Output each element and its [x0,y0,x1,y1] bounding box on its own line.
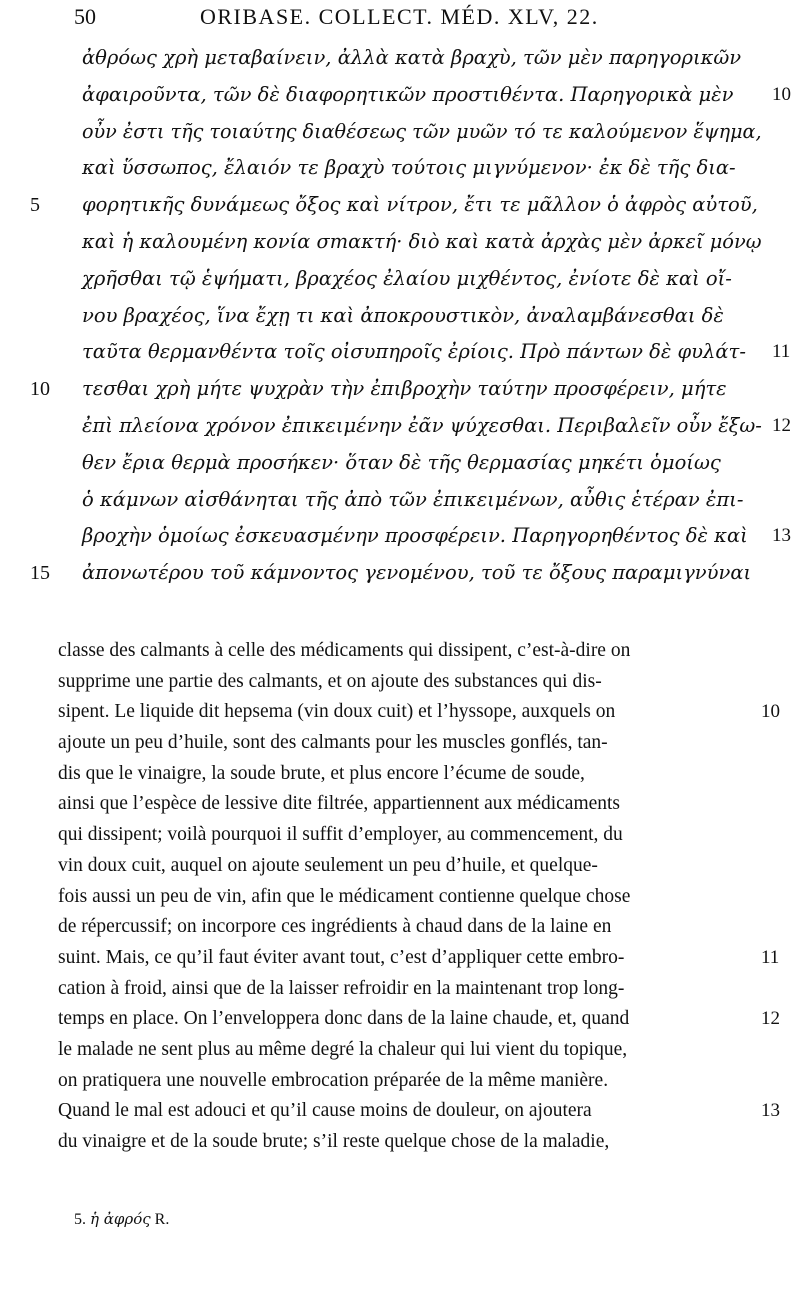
french-line-text: vin doux cuit, auquel on ajoute seulement un peu d’huile, et quelque- [58,854,598,876]
french-line [58,667,763,698]
line-number: 15 [30,562,50,585]
page-header [70,4,720,32]
greek-line [82,77,791,114]
french-line-text: ainsi que l’espèce de lessive dite filtrée, appartiennent aux médicaments [58,793,621,815]
line-number: 10 [30,378,50,401]
section-number: 12 [761,1008,780,1030]
greek-line [82,408,791,445]
french-line-text: de répercussif; on incorpore ces ingrédients à chaud dans de la laine en [58,916,612,938]
french-line [58,974,763,1005]
french-line-text: on pratiquera une nouvelle embrocation préparée de la même manière. [58,1069,609,1091]
french-line-text: fois aussi un peu de vin, afin que le médicament contienne quelque chose [58,885,631,907]
french-line-text: ajoute un peu d’huile, sont des calmants pour les muscles gonflés, tan- [58,732,608,754]
french-line [58,943,780,974]
section-number: 13 [761,1100,780,1122]
line-number: 5 [30,194,40,217]
french-line-text: du vinaigre et de la soude brute; s’il reste quelque chose de la maladie, [58,1131,610,1152]
section-number: 11 [761,946,780,968]
greek-line-text: ἀπονωτέρου τοῦ κάμνοντος γενομένου, τοῦ τε ὄξους παραμιγνύναι [82,561,752,585]
section-number: 13 [772,525,791,547]
french-line [58,1035,763,1066]
french-line-text: cation à froid, ainsi que de la laisser refroidir en la maintenant trop long- [58,977,625,999]
greek-line [82,114,767,151]
french-line [58,636,763,667]
greek-line [82,150,767,187]
french-line [58,789,763,820]
greek-text-block [30,40,791,592]
greek-line [82,334,791,371]
footnote [74,1210,169,1229]
section-number: 11 [772,341,791,363]
footnote-number: 5. [74,1211,86,1228]
page-number: 50 [74,4,96,29]
french-line-text: supprime une partie des calmants, et on ajoute des substances qui dis- [58,670,602,692]
french-line [58,851,763,882]
french-line-text: Quand le mal est adouci et qu’il cause moins de douleur, on ajoutera [58,1100,592,1122]
section-number: 12 [772,414,791,436]
greek-line-text: ταῦτα θερμανθέντα τοῖς οἰσυπηροῖς ἐρίοις. Πρὸ πάντων δὲ φυλάτ- [82,340,746,364]
french-line [58,728,763,759]
french-line [58,1066,763,1097]
french-line [58,882,763,913]
french-line [58,1004,780,1035]
greek-line [82,40,767,77]
footnote-siglum: R. [154,1211,170,1228]
french-line [58,697,780,728]
greek-line-text: ἐπὶ πλείονα χρόνον ἐπικειμένην ἐᾶν ψύχεσθαι. Περιβαλεῖν οὖν ἔξω- [82,413,762,437]
section-number: 10 [772,83,791,105]
french-line-text: le malade ne sent plus au même degré la chaleur qui lui vient du topique, [58,1038,628,1060]
greek-line-text: χρῆσθαι τῷ ἑψήματι, βραχέος ἐλαίου μιχθέντος, ἐνίοτε δὲ καὶ οἴ- [82,266,732,290]
french-line [58,912,763,943]
greek-line [30,555,767,592]
section-number: 10 [761,701,780,723]
greek-line [30,187,767,224]
french-line [58,759,763,790]
greek-line [82,518,791,555]
french-line-text: dis que le vinaigre, la soude brute, et plus encore l’écume de soude, [58,762,585,784]
french-line-text: sipent. Le liquide dit hepsema (vin doux cuit) et l’hyssope, auxquels on [58,701,616,723]
greek-line-text: οὖν ἐστι τῆς τοιαύτης διαθέσεως τῶν μυῶν τό τε καλούμενον ἕψημα, [82,119,762,143]
greek-line-text: θεν ἔρια θερμὰ προσήκεν· ὅταν δὲ τῆς θερμασίας μηκέτι ὁμοίως [82,450,721,474]
french-line [58,1096,780,1127]
greek-line [82,445,767,482]
greek-line-text: καὶ ὕσσωπος, ἔλαιόν τε βραχὺ τούτοις μιγνύμενον· ἐκ δὲ τῆς δια- [82,156,736,180]
greek-line-text: ἀφαιροῦντα, τῶν δὲ διαφορητικῶν προστιθέντα. Παρηγορικὰ μὲν [82,82,734,106]
greek-line [82,298,767,335]
greek-line [82,482,767,519]
french-line [58,820,763,851]
french-line-text: classe des calmants à celle des médicaments qui dissipent, c’est-à-dire on [58,640,631,661]
greek-line-text: καὶ ἡ καλουμένη κονία σтακτή· διὸ καὶ κατὰ ἀρχὰς μὲν ἀρκεῖ μόνῳ [82,229,762,253]
greek-line-text: βροχὴν ὁμοίως ἐσκευασμένην προσφέρειν. Παρηγορηθέντος δὲ καὶ [82,524,748,548]
greek-line-text: ὁ κάμνων αἰσθάνηται τῆς ἀπὸ τῶν ἐπικειμένων, αὖθις ἑτέραν ἐπι- [82,487,744,511]
french-line-text: suint. Mais, ce qu’il faut éviter avant tout, c’est d’appliquer cette embro- [58,946,625,968]
french-translation-block [58,636,780,1158]
greek-line [30,371,767,408]
footnote-greek: ἡ ἀφρός [90,1210,151,1228]
french-line [58,1127,763,1158]
greek-line [82,261,767,298]
french-line-text: temps en place. On l’enveloppera donc dans de la laine chaude, et, quand [58,1008,630,1030]
greek-line-text: φορητικῆς δυνάμεως ὄξος καὶ νίτρον, ἔτι τε μᾶλλον ὁ ἀφρὸς αὐτοῦ, [82,193,758,217]
french-line-text: qui dissipent; voilà pourquoi il suffit d’employer, au commencement, du [58,824,623,846]
greek-line-text: νου βραχέος, ἵνα ἔχῃ τι καὶ ἀποκρουστικὸν, ἀναλαμβάνεσθαι δὲ [82,303,724,327]
greek-line-text: ἀθρόως χρὴ μεταβαίνειν, ἀλλὰ κατὰ βραχὺ, τῶν μὲν παρηγορικῶν [82,46,742,69]
greek-line-text: τεσθαι χρὴ μήτε ψυχρὰν τὴν ἐπιβροχὴν ταύτην προσφέρειν, μήτε [82,377,727,401]
greek-line [82,224,767,261]
running-title: ORIBASE. COLLECT. MÉD. XLV, 22. [200,4,599,29]
